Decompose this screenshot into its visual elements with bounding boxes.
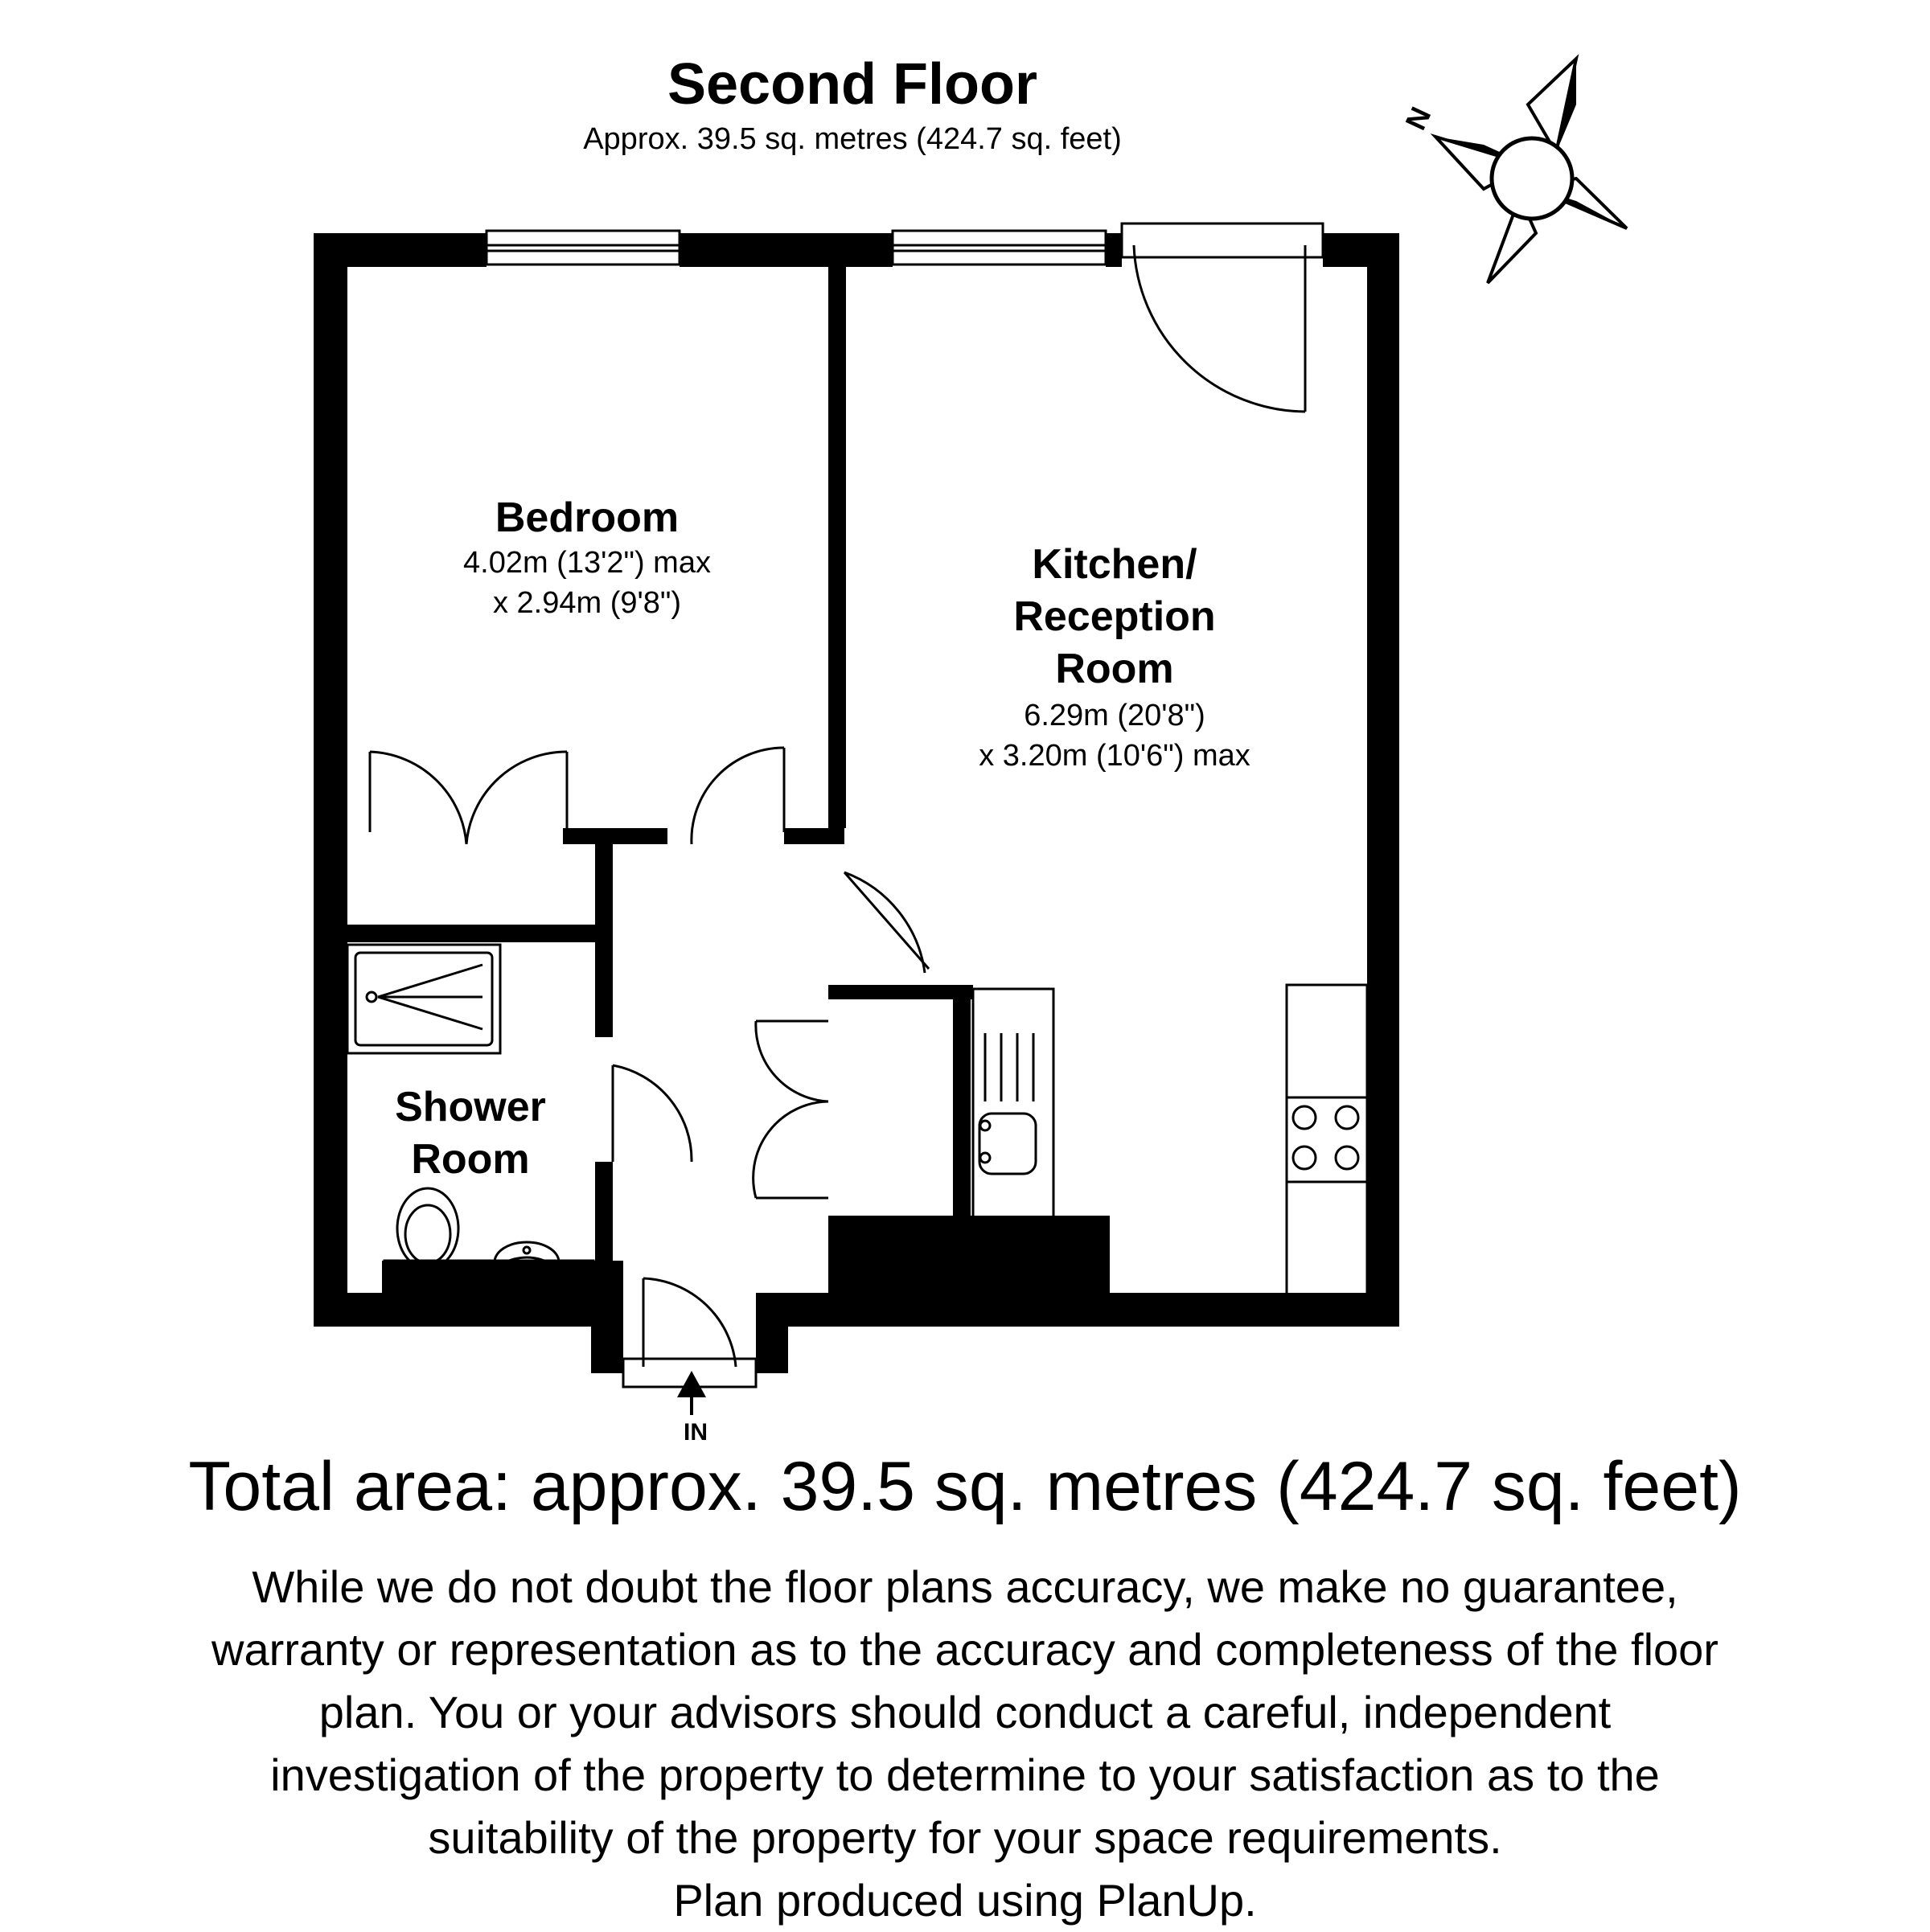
shower-room-name-2: Room: [411, 1136, 530, 1183]
kitchen-dim-2: x 3.20m (10'6") max: [979, 739, 1250, 773]
kitchen-name-2: Reception: [1013, 593, 1216, 640]
disclaimer-line: plan. You or your advisors should conduct a careful, independent: [318, 1687, 1612, 1737]
disclaimer-line: warranty or representation as to the accuracy and completeness of the floor: [211, 1624, 1719, 1675]
bedroom-dim-1: 4.02m (13'2") max: [463, 546, 711, 580]
disclaimer-line: Plan produced using PlanUp.: [673, 1875, 1257, 1926]
total-area: Total area: approx. 39.5 sq. metres (424.7 sq. feet): [188, 1448, 1742, 1525]
disclaimer-line: investigation of the property to determine to your satisfaction as to the: [270, 1749, 1660, 1800]
kitchen-name-3: Room: [1055, 646, 1174, 692]
walls: [314, 233, 1399, 1373]
compass-north-icon: [1398, 59, 1627, 283]
disclaimer-line: suitability of the property for your space requirements.: [428, 1812, 1502, 1863]
disclaimer: [0, 1556, 1930, 1932]
disclaimer-line: While we do not doubt the floor plans accuracy, we make no guarantee,: [252, 1561, 1678, 1612]
entrance-label: IN: [684, 1419, 708, 1446]
plan-title: Second Floor: [667, 52, 1038, 117]
shower-room-name-1: Shower: [395, 1084, 546, 1130]
kitchen-dim-1: 6.29m (20'8"): [1024, 699, 1205, 732]
bedroom-dim-2: x 2.94m (9'8"): [492, 586, 682, 620]
bedroom-name: Bedroom: [495, 494, 680, 541]
compass-label: N: [1398, 101, 1438, 135]
plan-subtitle: Approx. 39.5 sq. metres (424.7 sq. feet): [583, 122, 1122, 156]
shower-tray: [347, 945, 500, 1053]
kitchen-name-1: Kitchen/: [1032, 541, 1197, 588]
